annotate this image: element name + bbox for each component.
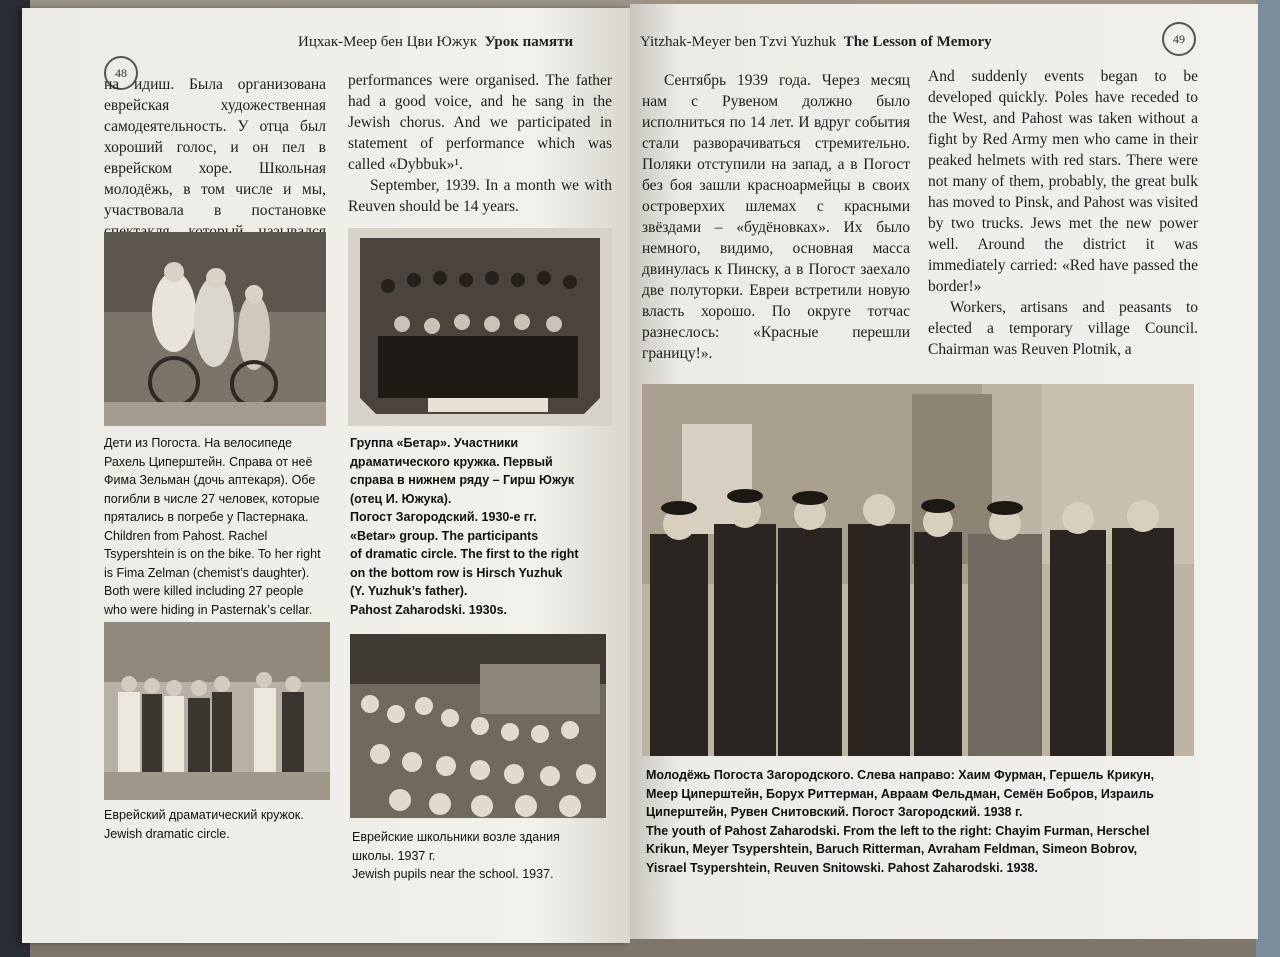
page-number-wreath-icon — [1162, 22, 1196, 56]
caption-line: Yisrael Tsypershtein, Reuven Snitowski. Pahost Zaharodski. 1938. — [646, 860, 1038, 875]
right-running-header — [640, 34, 992, 51]
caption-line: Циперштейн, Рувен Снитовский. Погост Загородский. 1938 г. — [646, 805, 1023, 819]
left-column-2-text — [348, 70, 612, 217]
caption-line: Дети из Погоста. На велосипеде — [104, 436, 293, 450]
caption-line: Погост Загородский. 1930-е гг. — [350, 510, 537, 524]
caption-line: погибли в числе 27 человек, которые — [104, 491, 320, 506]
photo-jewish-pupils — [350, 634, 606, 818]
caption-line: Tsypershtein is on the bike. To her right — [104, 547, 321, 561]
caption-line: Еврейский драматический кружок. — [104, 808, 304, 822]
caption-line: Jewish dramatic circle. — [104, 826, 230, 841]
left-col2-paragraph-1: performances were organised. The father had a good voice, and he sang in the Jewish chorus. And we participated in statement of performance which was called «Dybbuk»¹. — [348, 72, 612, 173]
right-col2-paragraph-2: Workers, artisans and peasants to elected a temporary village Council. Chairman was Reuven Plotnik, a — [928, 299, 1198, 358]
caption-line: справа в нижнем ряду – Гирш Южук — [350, 473, 575, 487]
caption-line: «Betar» group. The participants — [350, 528, 539, 543]
caption-line: Группа «Бетар». Участники — [350, 436, 519, 450]
caption-line: who were hiding in Pasternak’s cellar. — [104, 602, 313, 617]
left-header-title: Урок памяти — [484, 34, 574, 50]
page-number-left: 48 — [115, 65, 127, 80]
right-column-2-text — [928, 66, 1198, 360]
caption-line: of dramatic circle. The first to the right — [350, 547, 579, 561]
left-col1-paragraph: на идиш. Была организована еврейская художественная самодеятельность. У отца был хороший голос, и он пел в еврейском хоре. Школьная молодёжь, в том числе и мы, участвовала в постановке — [104, 76, 326, 219]
caption-line: is Fima Zelman (chemist’s daughter). — [104, 565, 310, 580]
caption-betar-group — [350, 434, 579, 619]
left-col2-paragraph-2: September, 1939. In a month we with Reuven should be 14 years. — [348, 177, 612, 215]
photo-betar-group — [348, 228, 612, 426]
caption-dramatic-circle — [104, 806, 304, 843]
caption-line: Фима Зельман (дочь аптекаря). Обе — [104, 473, 316, 487]
caption-line: прятались в погребе у Пастернака. — [104, 510, 309, 524]
caption-line: The youth of Pahost Zaharodski. From the left to the right: Chayim Furman, Herschel — [646, 823, 1150, 838]
caption-line: Рахель Циперштейн. Справа от неё — [104, 454, 313, 469]
caption-line: Молодёжь Погоста Загородского. Слева направо: Хаим Фурман, Гершель Крикун, — [646, 768, 1155, 782]
book-cover-right — [1256, 0, 1280, 957]
caption-line: Jewish pupils near the school. 1937. — [352, 867, 554, 881]
caption-line: драматического кружка. Первый — [350, 454, 553, 469]
right-column-1-text — [642, 70, 910, 364]
caption-line: школы. 1937 г. — [352, 848, 436, 863]
caption-line: Pahost Zaharodski. 1930s. — [350, 602, 508, 617]
right-col2-paragraph-1: And suddenly events began to be developed quickly. Poles have receded to the West, and Pahost was taken without a fight by Red Army men who came in their peaked helmets with red stars. There were not many of them, probably, the great bulk has moved to Pinsk, and Pahost was visited by two trucks. Jews met the new power well. Around the district it was immediately carried: «Red have passed the border!» — [928, 68, 1198, 295]
caption-line: (Y. Yuzhuk’s father). — [350, 584, 468, 598]
right-col1-paragraph: Сентябрь 1939 года. Через месяц нам с Рувеном должно было исполниться по 14 лет. И вдруг события стали разворачиваться стремительно. Поляки отступили на запад, а в Погост без боя зашли красноармейцы в своих островерхих шлемах с красными звёздами – «будёновках». Их было немного, видимо, основная масса двинулась к Пинску, а в Погост заехало две полуторки. Евреи встретили новую власть хорошо. По округе тотчас разнеслось: «Красные перешли границу!». — [642, 72, 910, 362]
caption-line: (отец И. Южука). — [350, 491, 452, 506]
caption-line: Еврейские школьники возле здания — [352, 830, 560, 844]
caption-youth-of-pahost — [646, 766, 1154, 877]
right-header-author: Yitzhak-Meyer ben Tzvi Yuzhuk — [640, 34, 837, 50]
caption-children-bicycle — [104, 434, 321, 619]
caption-line: Children from Pahost. Rachel — [104, 528, 268, 543]
caption-line: on the bottom row is Hirsch Yuzhuk — [350, 565, 563, 580]
caption-line: Меер Циперштейн, Борух Риттерман, Авраам Фельдман, Семён Бобров, Израиль — [646, 786, 1154, 801]
caption-jewish-pupils — [352, 828, 560, 884]
left-running-header — [298, 34, 573, 51]
photo-youth-of-pahost — [642, 384, 1194, 756]
page-number-right: 49 — [1173, 31, 1185, 46]
photo-dramatic-circle — [104, 622, 330, 800]
right-header-title: The Lesson of Memory — [843, 34, 992, 50]
caption-line: Krikun, Meyer Tsypershtein, Baruch Ritterman, Avraham Feldman, Simeon Bobrov, — [646, 842, 1138, 856]
left-header-author: Ицхак-Меер бен Цви Южук — [298, 34, 478, 50]
photo-children-bicycle — [104, 232, 326, 426]
caption-line: Both were killed including 27 people — [104, 584, 304, 598]
